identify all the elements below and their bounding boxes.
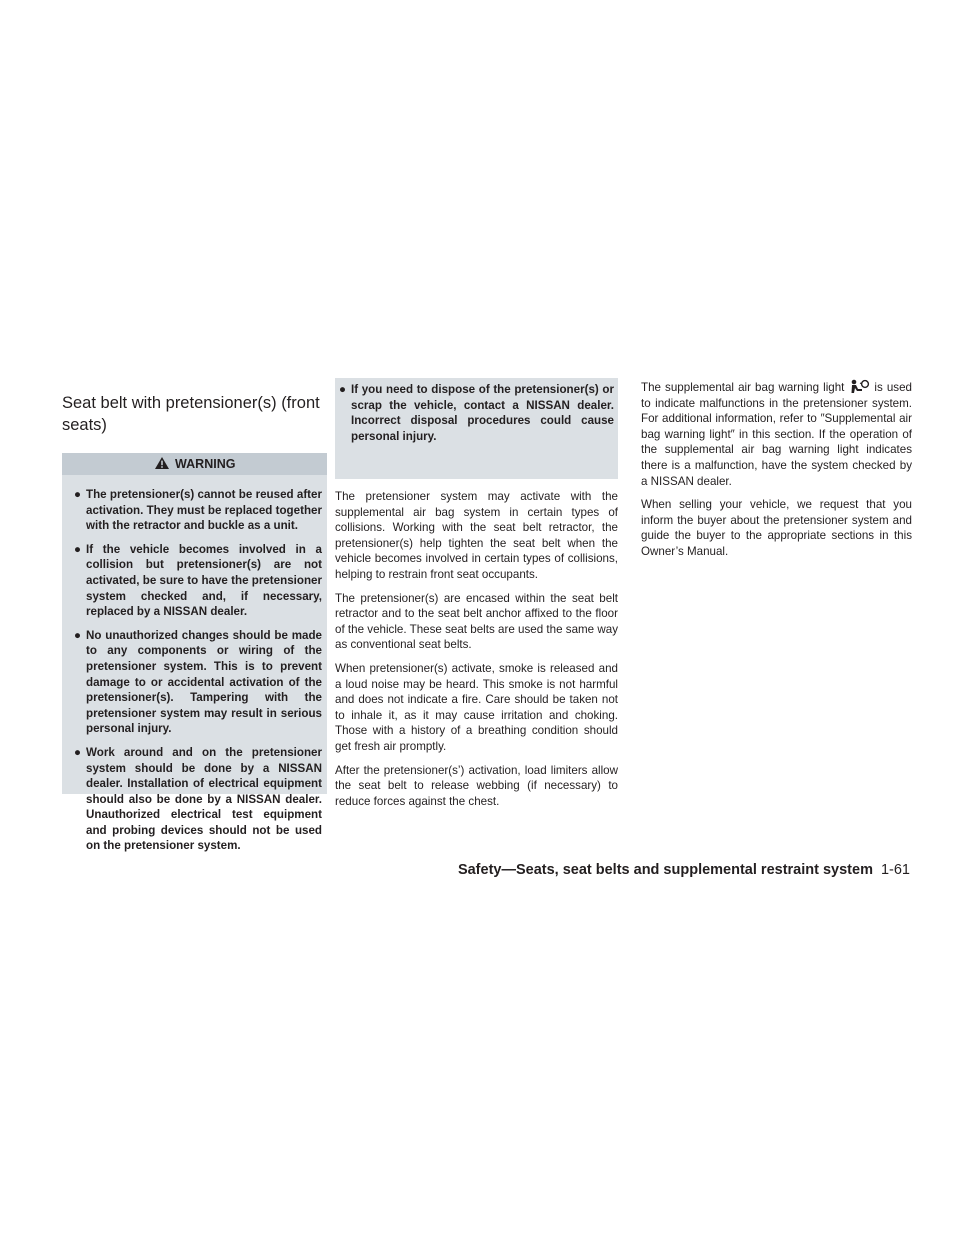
warning-item-text: No unauthorized changes should be made to any components or wiring of the pretensioner system. This is to prevent damage to or accidental activation of the pretensioner(s). Tampering with the pretensioner system may result in serious personal injury.	[86, 628, 322, 736]
warning-item-text: The pretensioner(s) cannot be reused after activation. They must be replaced together with the retractor and buckle as a unit.	[86, 488, 322, 533]
paragraph-airbag-light	[641, 379, 912, 489]
warning-item	[339, 382, 614, 444]
warning-item-text: If you need to dispose of the pretensioner(s) or scrap the vehicle, contact a NISSAN dealer. Incorrect disposal procedures could cause personal injury.	[351, 383, 614, 443]
warning-item	[74, 487, 322, 534]
warning-item	[74, 542, 322, 620]
page-footer	[458, 860, 910, 880]
airbag-warning-light-icon	[848, 379, 870, 394]
page-number: 1-61	[880, 862, 910, 878]
warning-heading	[62, 453, 327, 475]
body-column-middle	[335, 489, 618, 817]
warning-item	[74, 745, 322, 854]
paragraph: When selling your vehicle, we request that you inform the buyer about the pretensioner system and guide the buyer to the appropriate sections in this Owner’s Manual.	[641, 498, 912, 558]
warning-triangle-icon	[154, 456, 170, 470]
warning-list	[74, 487, 322, 862]
bullet: ●	[339, 383, 347, 396]
warning-item-text: If the vehicle becomes involved in a collision but pretensioner(s) are not activated, be sure to have the pretensioner system checked and, if necessary, replaced by a NISSAN dealer.	[86, 542, 322, 619]
paragraph: After the pretensioner(s’) activation, load limiters allow the seat belt to release webbing (if necessary) to reduce forces against the chest.	[335, 763, 618, 808]
warning-list-continued	[339, 382, 614, 452]
paragraph: The pretensioner(s) are encased within the seat belt retractor and to the seat belt anchor affixed to the floor of the vehicle. These seat belts are used the same way as conventional seat belts.	[335, 591, 618, 652]
warning-heading-label: WARNING	[175, 457, 236, 471]
section-title: Seat belt with pretensioner(s) (front seats)	[62, 393, 320, 434]
bullet: ●	[74, 745, 82, 759]
paragraph: The pretensioner system may activate with the supplemental air bag system in certain types of collisions. Working with the seat belt retractor, the pretensioner(s) help tighten the seat belt when the vehicle becomes involved in certain types of collisions, helping to restrain front seat occupants.	[335, 490, 618, 581]
bullet: ●	[74, 488, 82, 501]
bullet: ●	[74, 628, 82, 642]
warning-item	[74, 628, 322, 737]
paragraph-text: The supplemental air bag warning light	[641, 381, 845, 394]
warning-item-text: Work around and on the pretensioner system should be done by a NISSAN dealer. Installation of electrical equipment should also be done by a NISSAN dealer. Unauthorized electrical test equipment and probing devices should not be used on the pretensioner system.	[86, 745, 322, 853]
paragraph-text: is used to indicate malfunctions in the pretensioner system. For additional information, refer to ″Supplemental air bag warning light″ in this section. If the operation of the supplemental air bag warning light indicates there is a malfunction, have the system checked by a NISSAN dealer.	[641, 381, 912, 488]
bullet: ●	[74, 542, 82, 556]
footer-section-title: Safety—Seats, seat belts and supplemental restraint system	[457, 862, 873, 878]
body-column-right	[641, 379, 912, 568]
paragraph: When pretensioner(s) activate, smoke is released and a loud noise may be heard. This smoke is not harmful and does not indicate a fire. Care should be taken not to inhale it, as it may cause irritation and choking. Those with a history of a breathing condition should get fresh air promptly.	[335, 661, 618, 753]
